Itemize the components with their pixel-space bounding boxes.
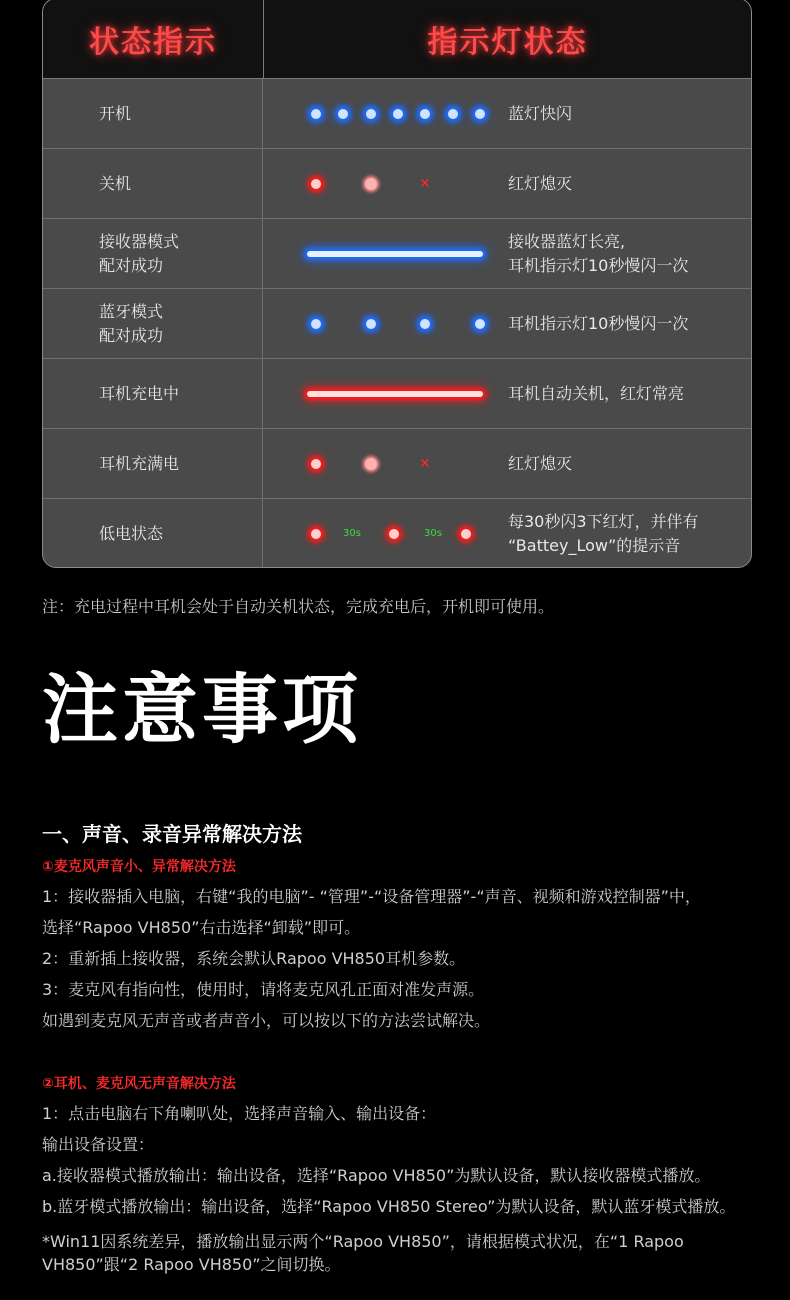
light-desc bbox=[508, 429, 751, 498]
text-line: 选择“Rapoo VH850”右击选择“卸载”即可。 bbox=[42, 918, 361, 937]
text-line: 输出设备设置： bbox=[42, 1135, 155, 1154]
blue-led-dot bbox=[366, 319, 376, 329]
status-label-line1: 关机 bbox=[99, 173, 132, 193]
subsection-title-no-sound: ②耳机、麦克风无声音解决方法 bbox=[42, 1076, 236, 1092]
status-label-line1: 低电状态 bbox=[99, 523, 164, 543]
blue-solid-led-bar bbox=[307, 251, 483, 257]
red-led-dot bbox=[311, 179, 321, 189]
status-label bbox=[43, 289, 263, 358]
table-row bbox=[43, 219, 751, 289]
led-indicator bbox=[263, 359, 508, 428]
light-desc bbox=[508, 79, 751, 148]
light-desc-line2: 耳机指示灯10秒慢闪一次 bbox=[508, 255, 689, 275]
status-label-line1: 耳机充电中 bbox=[99, 383, 180, 403]
status-label-line1: 耳机充满电 bbox=[99, 453, 180, 473]
blue-led-dot bbox=[311, 109, 321, 119]
table-row bbox=[43, 149, 751, 219]
text-line: 2：重新插上接收器，系统会默认Rapoo VH850耳机参数。 bbox=[42, 949, 466, 968]
table-header bbox=[43, 0, 751, 79]
text-line: 1：接收器插入电脑，右键“我的电脑”- “管理”-“设备管理器”-“声音、视频和游戏控制器”中， bbox=[42, 887, 701, 906]
subsection-title-mic-low: ①麦克风声音小、异常解决方法 bbox=[42, 859, 236, 875]
header-status: 状态指示 bbox=[43, 0, 264, 78]
led-indicator bbox=[263, 79, 508, 148]
status-label-line1: 接收器模式 bbox=[99, 231, 180, 251]
charging-note: 注：充电过程中耳机会处于自动关机状态，完成充电后，开机即可使用。 bbox=[42, 597, 555, 616]
led-indicator bbox=[263, 429, 508, 498]
text-line: 1：点击电脑右下角喇叭处，选择声音输入、输出设备： bbox=[42, 1104, 437, 1123]
led-indicator bbox=[263, 219, 508, 288]
text-line: 如遇到麦克风无声音或者声音小，可以按以下的方法尝试解决。 bbox=[42, 1011, 491, 1030]
table-row bbox=[43, 429, 751, 499]
dim-red-led-dot bbox=[365, 458, 377, 470]
text-line: 3：麦克风有指向性，使用时，请将麦克风孔正面对准发声源。 bbox=[42, 980, 485, 999]
table-row bbox=[43, 289, 751, 359]
blue-led-dot bbox=[311, 319, 321, 329]
status-label bbox=[43, 79, 263, 148]
blue-led-dot bbox=[338, 109, 348, 119]
blue-led-dot bbox=[420, 109, 430, 119]
status-label bbox=[43, 499, 263, 568]
red-led-dot bbox=[311, 459, 321, 469]
status-label bbox=[43, 429, 263, 498]
subsection-body-no-sound bbox=[42, 1098, 762, 1276]
light-desc-line1: 接收器蓝灯长亮, bbox=[508, 231, 626, 251]
light-desc bbox=[508, 499, 751, 568]
led-indicator bbox=[263, 499, 508, 568]
led-indicator bbox=[263, 289, 508, 358]
status-label-line1: 蓝牙模式 bbox=[99, 301, 164, 321]
interval-label: 30s bbox=[343, 527, 361, 539]
header-light: 指示灯状态 bbox=[427, 24, 588, 60]
led-off-icon: ✕ bbox=[419, 455, 431, 472]
light-desc-line1: 蓝灯快闪 bbox=[508, 103, 573, 123]
red-solid-led-bar bbox=[307, 391, 483, 397]
text-line: VH850”跟“2 Rapoo VH850”之间切换。 bbox=[42, 1255, 341, 1274]
blue-led-dot bbox=[420, 319, 430, 329]
led-indicator bbox=[263, 149, 508, 218]
text-line: b.蓝牙模式播放输出：输出设备，选择“Rapoo VH850 Stereo”为默认设备，默认蓝牙模式播放。 bbox=[42, 1197, 736, 1216]
light-desc bbox=[508, 149, 751, 218]
interval-label: 30s bbox=[424, 527, 442, 539]
red-led-dot bbox=[389, 529, 399, 539]
table-row bbox=[43, 499, 751, 568]
light-desc-line1: 耳机自动关机，红灯常亮 bbox=[508, 383, 685, 403]
light-desc-line1: 红灯熄灭 bbox=[508, 173, 573, 193]
status-label bbox=[43, 359, 263, 428]
subsection-body-mic-low bbox=[42, 881, 762, 1036]
status-label-line2: 配对成功 bbox=[99, 255, 164, 275]
red-led-dot bbox=[461, 529, 471, 539]
blue-led-dot bbox=[448, 109, 458, 119]
red-led-dot bbox=[311, 529, 321, 539]
light-desc-line1: 红灯熄灭 bbox=[508, 453, 573, 473]
table-row bbox=[43, 79, 751, 149]
text-line: a.接收器模式播放输出：输出设备，选择“Rapoo VH850”为默认设备，默认接收器模式播放。 bbox=[42, 1166, 711, 1185]
indicator-table bbox=[42, 0, 752, 568]
blue-led-dot bbox=[475, 109, 485, 119]
light-desc bbox=[508, 289, 751, 358]
dim-red-led-dot bbox=[365, 178, 377, 190]
light-desc bbox=[508, 219, 751, 288]
blue-led-dot bbox=[393, 109, 403, 119]
light-desc-line2: “Battey_Low”的提示音 bbox=[508, 535, 681, 555]
led-off-icon: ✕ bbox=[419, 175, 431, 192]
blue-led-dot bbox=[475, 319, 485, 329]
section-title: 一、声音、录音异常解决方法 bbox=[42, 822, 302, 846]
status-label-line1: 开机 bbox=[99, 103, 132, 123]
status-label bbox=[43, 149, 263, 218]
status-label-line2: 配对成功 bbox=[99, 325, 164, 345]
light-desc bbox=[508, 359, 751, 428]
light-desc-line1: 耳机指示灯10秒慢闪一次 bbox=[508, 313, 689, 333]
page-title: 注意事项 bbox=[42, 665, 362, 754]
blue-led-dot bbox=[366, 109, 376, 119]
light-desc-line1: 每30秒闪3下红灯，并伴有 bbox=[508, 511, 699, 531]
table-row bbox=[43, 359, 751, 429]
status-label bbox=[43, 219, 263, 288]
text-line: *Win11因系统差异，播放输出显示两个“Rapoo VH850”，请根据模式状况，在“1 Rapoo bbox=[42, 1232, 684, 1251]
